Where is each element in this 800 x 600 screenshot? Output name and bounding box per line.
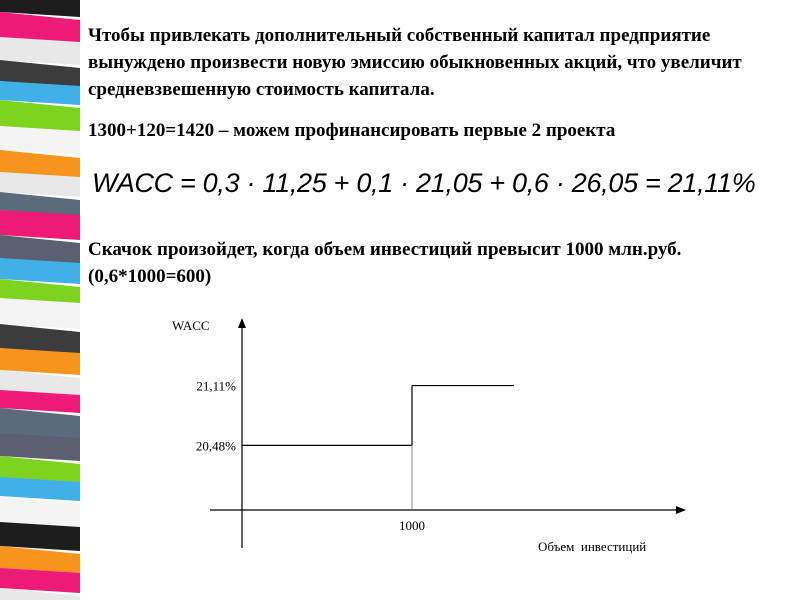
y-axis-arrow <box>238 318 246 328</box>
paragraph-jump-point: Скачок произойдет, когда объем инвестиций превысит 1000 млн.руб. (0,6*1000=600) <box>88 239 682 287</box>
stripe <box>0 126 80 155</box>
stripe <box>0 522 80 551</box>
stripe <box>0 210 80 240</box>
wacc-formula: WACC = 0,3 · 11,25 + 0,1 · 21,05 + 0,6 · 26,05 = 21,11% <box>92 168 756 198</box>
paragraph-additional-equity: Чтобы привлекать дополнительный собственный капитал предприятие вынуждено произвести новую эмиссию обыкновенных акций, что увеличит средневзвешенную стоимость капитала. <box>88 25 742 100</box>
stripe <box>0 298 80 329</box>
y-axis-label: WACC <box>172 318 210 333</box>
paragraph-financing-calc: 1300+120=1420 – можем профинансировать первые 2 проекта <box>88 120 616 141</box>
x-tick-label: 1000 <box>399 518 425 533</box>
wacc-step-chart <box>160 310 700 570</box>
y-tick-label: 20,48% <box>195 438 236 454</box>
x-axis-arrow <box>676 506 686 514</box>
x-axis-label: Объем инвестиций <box>538 539 647 554</box>
decorative-stripes <box>0 0 92 600</box>
y-tick-label: 21,11% <box>196 378 236 394</box>
